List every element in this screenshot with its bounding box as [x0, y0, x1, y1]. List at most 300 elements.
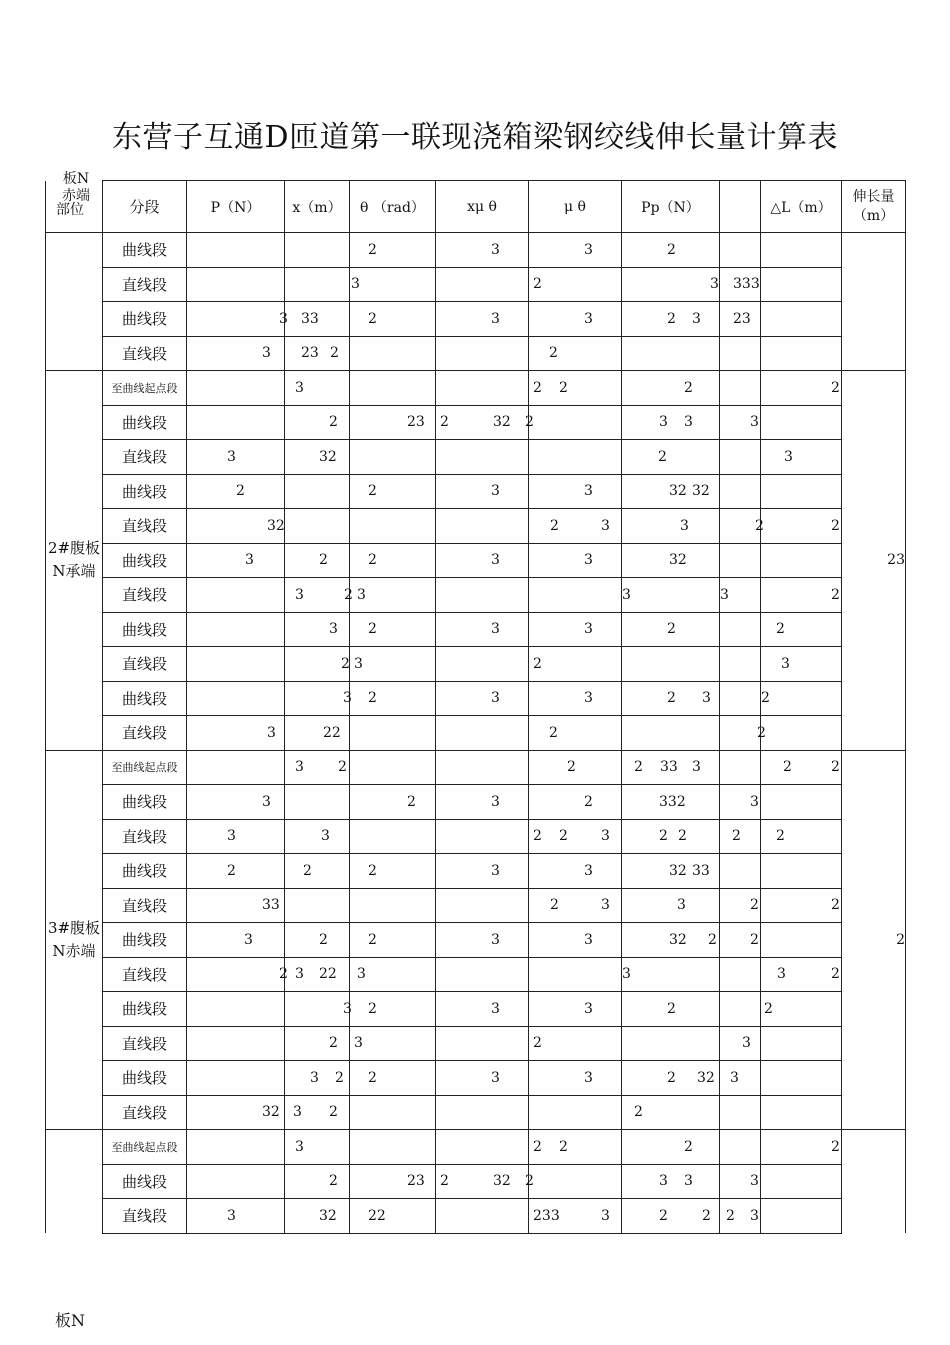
value-cell [761, 819, 842, 854]
value-fragment: 2 [659, 828, 668, 845]
value-fragment: 3 [293, 1104, 302, 1121]
value-fragment: 2 [338, 759, 347, 776]
value-fragment: 32 [262, 1104, 280, 1121]
value-cell [720, 371, 761, 406]
value-cell [350, 336, 436, 371]
value-cell [350, 612, 436, 647]
value-cell [529, 612, 622, 647]
value-fragment: 3 [491, 1000, 500, 1017]
value-cell [285, 233, 350, 268]
value-fragment: 2 [549, 724, 558, 741]
value-fragment: 2 [525, 414, 534, 431]
value-cell [761, 405, 842, 440]
value-fragment: 32 [493, 1173, 511, 1190]
table-row [46, 681, 906, 716]
value-cell [761, 509, 842, 544]
value-cell [622, 267, 720, 302]
value-cell [187, 474, 285, 509]
value-fragment: 3 [279, 310, 288, 327]
table-row [46, 302, 906, 337]
value-cell [436, 543, 529, 578]
value-cell [761, 1026, 842, 1061]
group-total [842, 233, 906, 371]
value-fragment: 3 [659, 1173, 668, 1190]
value-cell [187, 509, 285, 544]
value-fragment: 3 [680, 517, 689, 534]
value-fragment: 2 [533, 828, 542, 845]
table-row [46, 923, 906, 958]
value-cell [529, 302, 622, 337]
value-fragment: 2 [764, 1000, 773, 1017]
table-row [46, 509, 906, 544]
value-fragment: 2 [584, 793, 593, 810]
value-fragment: 3 [720, 586, 729, 603]
value-cell [720, 888, 761, 923]
segment-name: 直线段 [103, 578, 187, 613]
segment-name: 曲线段 [103, 992, 187, 1027]
value-cell [761, 578, 842, 613]
value-cell [720, 578, 761, 613]
value-fragment: 3 [584, 621, 593, 638]
value-fragment: 3 [227, 1207, 236, 1224]
segment-name: 直线段 [103, 1095, 187, 1130]
value-cell [720, 509, 764, 544]
value-cell [720, 750, 761, 785]
value-cell [350, 923, 436, 958]
value-cell [285, 647, 350, 682]
value-fragment: 32 [319, 1207, 337, 1224]
value-fragment: 3 [491, 310, 500, 327]
value-cell [285, 957, 350, 992]
value-fragment: 3 [343, 690, 352, 707]
value-cell [436, 1095, 529, 1130]
segment-name: 曲线段 [103, 612, 187, 647]
value-cell [350, 957, 436, 992]
value-fragment: 22 [319, 966, 337, 983]
value-fragment: 2 [368, 483, 377, 500]
value-cell [529, 750, 622, 785]
value-cell [622, 474, 720, 509]
value-fragment: 2 [667, 310, 676, 327]
value-cell [350, 405, 436, 440]
value-fragment: 3 [750, 793, 759, 810]
value-cell [350, 543, 436, 578]
segment-name: 直线段 [103, 1026, 187, 1061]
value-fragment: 3 [245, 552, 254, 569]
value-fragment: 2 [831, 966, 840, 983]
segment-name: 直线段 [103, 957, 187, 992]
value-cell [529, 957, 622, 992]
value-cell [436, 716, 529, 751]
segment-name: 曲线段 [103, 785, 187, 820]
value-fragment: 2 [667, 621, 676, 638]
value-fragment: 3 [262, 793, 271, 810]
value-fragment: 23 [733, 310, 751, 327]
value-cell [761, 854, 842, 889]
table-row [46, 992, 906, 1027]
table-row [46, 957, 906, 992]
value-fragment: 332 [659, 793, 686, 810]
value-fragment: 2 [236, 483, 245, 500]
value-cell [187, 302, 288, 337]
segment-name: 曲线段 [103, 474, 187, 509]
value-fragment: 3 [491, 552, 500, 569]
header-P: P（N） [187, 181, 285, 233]
value-fragment: 2 [319, 552, 328, 569]
value-cell [285, 543, 350, 578]
value-fragment: 2 [831, 759, 840, 776]
value-cell [622, 957, 720, 992]
value-cell [187, 440, 285, 475]
value-cell [761, 336, 842, 371]
value-cell [761, 1199, 842, 1234]
value-cell [187, 543, 285, 578]
value-cell [529, 681, 622, 716]
value-fragment: 2 [750, 931, 759, 948]
table-row [46, 888, 906, 923]
value-cell [436, 1130, 529, 1165]
value-fragment: 2 [659, 1207, 668, 1224]
value-cell [720, 474, 761, 509]
value-cell [285, 336, 350, 371]
value-cell [529, 819, 622, 854]
value-cell [436, 750, 529, 785]
value-fragment: 3 [227, 828, 236, 845]
value-cell [187, 578, 285, 613]
value-cell [720, 405, 761, 440]
value-cell [622, 578, 720, 613]
value-fragment: 2 [227, 862, 236, 879]
value-fragment: 2 [319, 931, 328, 948]
value-cell [761, 888, 842, 923]
value-cell [622, 888, 720, 923]
header-part-overlap: 板N 赤端 [62, 170, 90, 204]
value-cell [350, 302, 436, 337]
value-fragment: 3 [584, 1000, 593, 1017]
value-cell [187, 957, 288, 992]
value-fragment: 3 [584, 862, 593, 879]
value-fragment: 3 [295, 759, 304, 776]
value-cell [285, 888, 350, 923]
value-fragment: 3 [584, 483, 593, 500]
value-fragment: 32 [669, 862, 687, 879]
value-cell [436, 647, 529, 682]
table-row [46, 1095, 906, 1130]
value-fragment: 3 [750, 1207, 759, 1224]
value-fragment: 2 [678, 828, 687, 845]
header-theta: θ （rad） [350, 181, 436, 233]
value-fragment: 32 [319, 448, 337, 465]
value-cell [720, 267, 761, 302]
table-row [46, 440, 906, 475]
value-fragment: 22 [368, 1207, 386, 1224]
table-row [46, 233, 906, 268]
value-fragment: 2 [634, 1104, 643, 1121]
value-cell [436, 233, 529, 268]
table-row [46, 267, 906, 302]
value-fragment: 32 [493, 414, 511, 431]
value-cell [529, 336, 622, 371]
value-fragment: 333 [733, 276, 760, 293]
value-cell [720, 1026, 761, 1061]
value-cell [187, 647, 285, 682]
elongation-table [45, 170, 906, 1234]
value-fragment: 2 [279, 966, 288, 983]
value-cell [622, 785, 720, 820]
value-cell [720, 785, 761, 820]
value-cell [529, 578, 622, 613]
footer-label: 板N [55, 1311, 86, 1330]
value-cell [622, 992, 720, 1027]
value-cell [720, 1095, 761, 1130]
header-row [46, 181, 906, 233]
value-cell [187, 750, 285, 785]
value-cell [187, 612, 285, 647]
table-row [46, 371, 906, 406]
value-fragment: 3 [227, 448, 236, 465]
value-cell [350, 1130, 436, 1165]
value-cell [285, 405, 350, 440]
value-cell [761, 1061, 842, 1096]
table-row [46, 1130, 906, 1165]
value-cell [436, 302, 529, 337]
value-fragment: 2 [368, 931, 377, 948]
value-fragment: 22 [323, 724, 341, 741]
value-cell [187, 1095, 285, 1130]
value-cell [285, 923, 350, 958]
value-fragment: 3 [781, 655, 790, 672]
value-cell [622, 233, 720, 268]
value-cell [436, 923, 529, 958]
value-fragment: 2 [533, 379, 542, 396]
value-cell [761, 267, 842, 302]
value-cell [761, 302, 842, 337]
value-fragment: 3 [310, 1069, 319, 1086]
value-cell [529, 716, 622, 751]
value-cell [285, 750, 350, 785]
value-fragment: 2 [329, 1104, 338, 1121]
value-cell [720, 336, 761, 371]
value-cell [350, 992, 436, 1027]
table-row [46, 543, 906, 578]
value-fragment: 3 [692, 759, 701, 776]
segment-name: 直线段 [103, 647, 187, 682]
value-cell [436, 957, 529, 992]
value-cell [350, 1026, 436, 1061]
value-cell [622, 1199, 720, 1234]
value-fragment: 3 [491, 931, 500, 948]
value-cell [436, 1026, 529, 1061]
value-fragment: 3 [684, 1173, 693, 1190]
value-cell [529, 1199, 622, 1234]
segment-name: 直线段 [103, 716, 187, 751]
value-cell [187, 992, 285, 1027]
value-fragment: 2 [667, 690, 676, 707]
value-fragment: 2 [755, 517, 764, 534]
value-fragment: 3 [584, 552, 593, 569]
segment-name: 直线段 [103, 509, 187, 544]
value-cell [622, 923, 720, 958]
value-cell [187, 336, 285, 371]
value-fragment: 23 [407, 414, 425, 431]
value-fragment: 2 [440, 414, 449, 431]
value-cell [436, 578, 529, 613]
value-cell [720, 1164, 761, 1199]
value-cell [622, 819, 720, 854]
value-cell [350, 854, 436, 889]
value-cell [187, 371, 285, 406]
value-cell [622, 440, 720, 475]
value-fragment: 3 [329, 621, 338, 638]
value-cell [622, 1026, 720, 1061]
value-cell [720, 1130, 761, 1165]
value-fragment: 32 [669, 552, 687, 569]
segment-name: 曲线段 [103, 1164, 187, 1199]
header-x-mu-theta: xμ θ [436, 181, 529, 233]
value-cell [350, 509, 436, 544]
value-fragment: 2 [761, 690, 770, 707]
value-fragment: 32 [697, 1069, 715, 1086]
segment-name: 曲线段 [103, 1061, 187, 1096]
value-fragment: 3 [491, 862, 500, 879]
value-fragment: 3 [742, 1035, 751, 1052]
value-cell [529, 854, 622, 889]
group-total-value: 23 [887, 552, 905, 569]
value-cell [285, 785, 350, 820]
value-cell [622, 750, 720, 785]
value-cell [187, 854, 285, 889]
header-delta-L: △L（m） [761, 181, 842, 233]
value-cell [622, 405, 720, 440]
segment-name: 直线段 [103, 267, 187, 302]
table-row [46, 785, 906, 820]
value-fragment: 2 [368, 690, 377, 707]
value-fragment: 33 [301, 310, 319, 327]
value-fragment: 2 [732, 828, 741, 845]
value-fragment: 3 [702, 690, 711, 707]
table-row [46, 647, 906, 682]
value-cell [350, 888, 436, 923]
value-cell [350, 750, 436, 785]
table-row [46, 405, 906, 440]
value-cell [436, 1164, 529, 1199]
value-cell [350, 785, 436, 820]
value-fragment: 2 [831, 586, 840, 603]
value-cell [285, 854, 350, 889]
value-cell [720, 543, 761, 578]
value-fragment: 2 [368, 552, 377, 569]
value-fragment: 2 [368, 1000, 377, 1017]
group-total [842, 371, 906, 751]
value-cell [525, 1164, 622, 1199]
value-cell [761, 785, 842, 820]
value-fragment: 3 [622, 586, 631, 603]
value-cell [436, 854, 529, 889]
value-cell [720, 647, 761, 682]
value-fragment: 2 [684, 379, 693, 396]
value-cell [622, 681, 720, 716]
value-fragment: 3 [295, 586, 304, 603]
value-fragment: 3 [584, 241, 593, 258]
value-cell [350, 233, 436, 268]
value-fragment: 3 [601, 517, 610, 534]
value-cell [285, 578, 350, 613]
value-cell [436, 336, 529, 371]
value-cell [350, 1061, 436, 1096]
value-cell [622, 336, 720, 371]
value-cell [187, 405, 285, 440]
table-row [46, 854, 906, 889]
value-fragment: 3 [343, 1000, 352, 1017]
table-row [46, 716, 906, 751]
value-fragment: 2 [525, 1173, 534, 1190]
value-cell [350, 681, 436, 716]
segment-name: 直线段 [103, 888, 187, 923]
value-cell [720, 1199, 761, 1234]
header-x: x（m） [285, 181, 350, 233]
value-cell [285, 819, 350, 854]
value-fragment: 2 [831, 379, 840, 396]
value-cell [720, 681, 761, 716]
value-fragment: 2 [550, 897, 559, 914]
value-cell [720, 440, 761, 475]
table-row [46, 612, 906, 647]
value-cell [350, 1095, 436, 1130]
value-fragment: 3 [784, 448, 793, 465]
value-cell [622, 612, 720, 647]
value-cell [285, 1095, 350, 1130]
value-fragment: 3 [601, 897, 610, 914]
value-cell [622, 854, 720, 889]
value-cell [350, 474, 436, 509]
value-fragment: 2 [335, 1069, 344, 1086]
value-cell [622, 509, 720, 544]
value-fragment: 3 [357, 966, 366, 983]
value-fragment: 2 [368, 310, 377, 327]
value-cell [529, 267, 622, 302]
value-fragment: 33 [692, 862, 710, 879]
value-fragment: 2 [667, 1000, 676, 1017]
value-fragment: 3 [244, 931, 253, 948]
value-cell [285, 1026, 350, 1061]
value-cell [529, 474, 622, 509]
value-cell [285, 1130, 350, 1165]
value-cell [436, 371, 529, 406]
value-cell [622, 1130, 720, 1165]
value-fragment: 2 [776, 621, 785, 638]
value-fragment: 2 [533, 655, 542, 672]
value-cell [285, 1164, 350, 1199]
value-fragment: 2 [330, 345, 339, 362]
value-fragment: 2 [831, 1138, 840, 1155]
value-fragment: 2 [368, 1069, 377, 1086]
value-cell [436, 681, 529, 716]
segment-name: 曲线段 [103, 681, 187, 716]
segment-name: 直线段 [103, 336, 187, 371]
value-fragment: 2 [407, 793, 416, 810]
value-fragment: 2 [368, 621, 377, 638]
value-cell [529, 1095, 622, 1130]
header-mu-theta: μ θ [529, 181, 622, 233]
value-cell [720, 233, 761, 268]
value-fragment: 33 [262, 897, 280, 914]
value-cell [720, 302, 761, 337]
value-cell [529, 647, 622, 682]
value-fragment: 3 [677, 897, 686, 914]
value-cell [529, 785, 622, 820]
value-cell [622, 302, 720, 337]
value-fragment: 2 [329, 1173, 338, 1190]
